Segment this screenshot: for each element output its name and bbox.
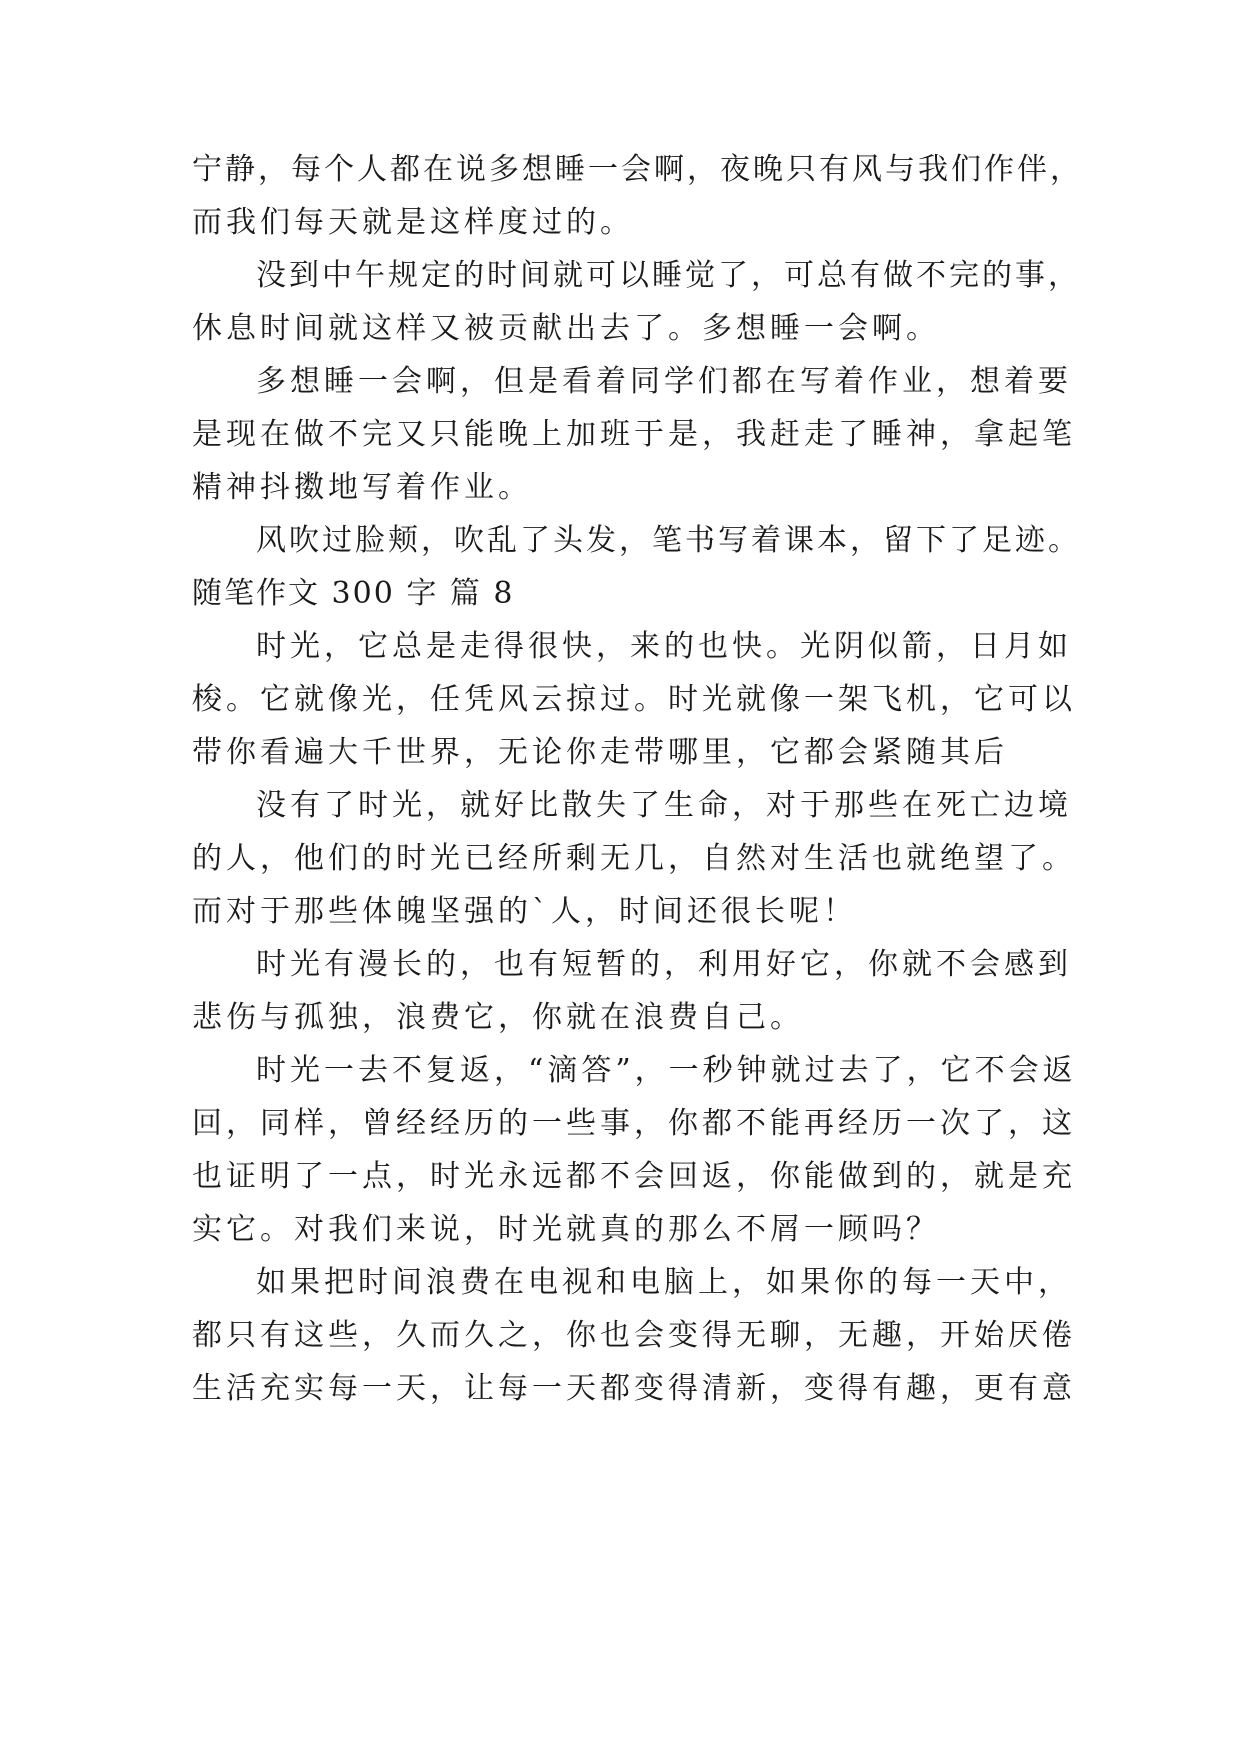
paragraph-first-line: 时光有漫长的，也有短暂的，利用好它，你就不会感到 [256,947,1072,982]
text-line: 精神抖擞地写着作业。 [192,470,532,505]
text-line: 回，同样，曾经经历的一些事，你都不能再经历一次了，这 [192,1106,1076,1141]
text-line: 是现在做不完又只能晚上加班于是，我赶走了睡神，拿起笔 [192,417,1076,452]
text-line: 都只有这些，久而久之，你也会变得无聊，无趣，开始厌倦 [192,1318,1076,1353]
text-line: 的人，他们的时光已经所剩无几，自然对生活也就绝望了。 [192,841,1076,876]
text-line: 宁静，每个人都在说多想睡一会啊，夜晚只有风与我们作伴， [192,152,1083,187]
paragraph-first-line: 没有了时光，就好比散失了生命，对于那些在死亡边境 [256,788,1072,823]
text-line: 实它。对我们来说，时光就真的那么不屑一顾吗？ [192,1212,940,1247]
paragraph-first-line: 风吹过脸颊，吹乱了头发，笔书写着课本，留下了足迹。 [256,523,1081,558]
text-line: 梭。它就像光，任凭风云掠过。时光就像一架飞机，它可以 [192,682,1076,717]
paragraph-first-line: 如果把时间浪费在电视和电脑上，如果你的每一天中， [256,1265,1072,1300]
text-line: 也证明了一点，时光永远都不会回返，你能做到的，就是充 [192,1159,1076,1194]
text-line: 带你看遍大千世界，无论你走带哪里，它都会紧随其后 [192,735,1008,770]
text-line: 休息时间就这样又被贡献出去了。多想睡一会啊。 [192,311,940,346]
paragraph-first-line: 多想睡一会啊，但是看着同学们都在写着作业，想着要 [256,364,1072,399]
text-line: 而我们每天就是这样度过的。 [192,205,634,240]
paragraph-first-line: 没到中午规定的时间就可以睡觉了，可总有做不完的事， [256,258,1081,293]
section-heading: 随笔作文 300 字 篇 8 [192,576,515,611]
text-line: 悲伤与孤独，浪费它，你就在浪费自己。 [192,1000,804,1035]
text-line: 而对于那些体魄坚强的`人，时间还很长呢！ [192,894,857,929]
text-line: 生活充实每一天，让每一天都变得清新，变得有趣，更有意 [192,1371,1076,1406]
paragraph-first-line: 时光一去不复返，“滴答”，一秒钟就过去了，它不会返 [256,1053,1077,1088]
paragraph-first-line: 时光，它总是走得很快，来的也快。光阴似箭，日月如 [256,629,1072,664]
